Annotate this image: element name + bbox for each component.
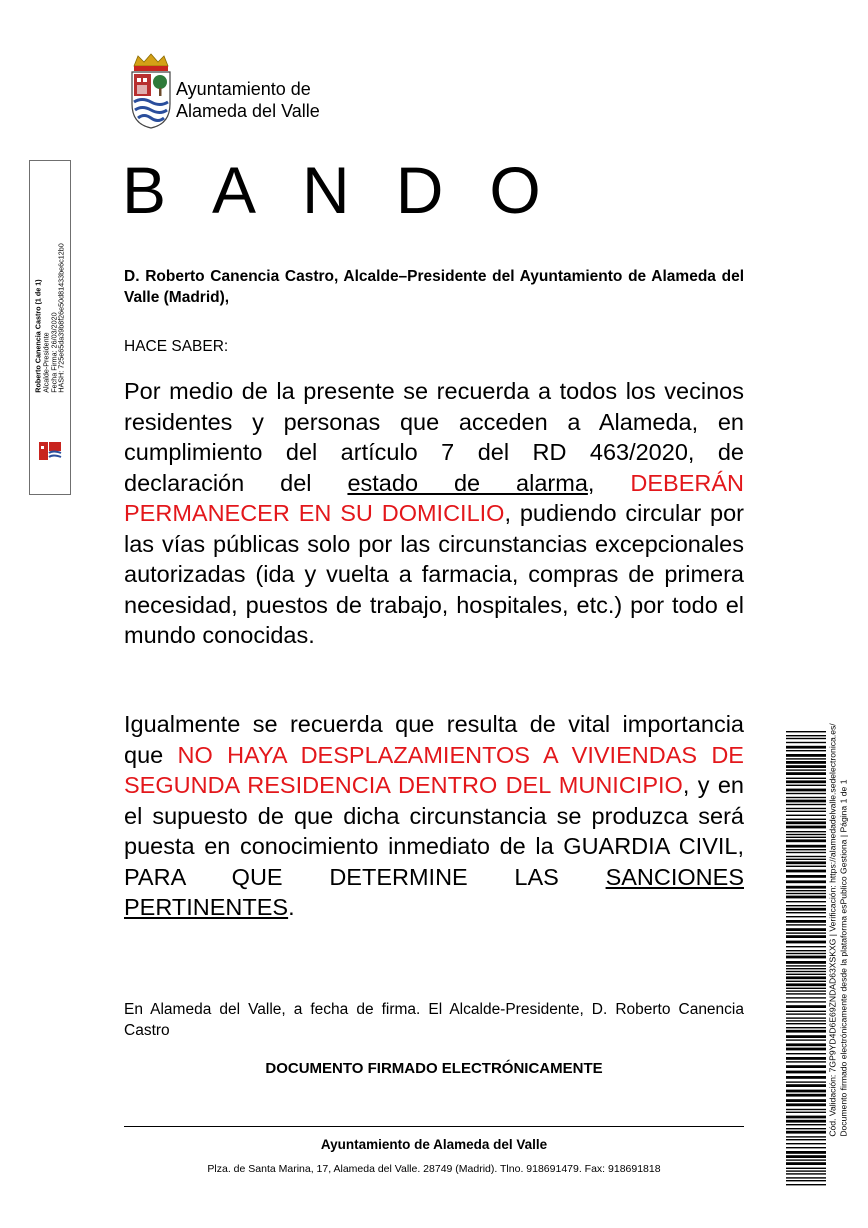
closing-statement: En Alameda del Valle, a fecha de firma. El Alcalde-Presidente, D. Roberto Canencia Castro	[124, 1001, 744, 1039]
signer-name: Roberto Canencia Castro (1 de 1)	[33, 279, 43, 393]
footer-org-name: Ayuntamiento de Alameda del Valle	[320, 1137, 548, 1152]
org-name-line1: Ayuntamiento de	[176, 79, 311, 99]
coat-of-arms-icon	[128, 52, 174, 130]
footer-address: Plza. de Santa Marina, 17, Alameda del Valle. 28749 (Madrid). Tlno. 918691479. Fax: 918691818	[207, 1163, 661, 1175]
hace-saber-label: HACE SABER:	[124, 338, 229, 355]
signer-role: Alcalde-Presidente	[41, 332, 51, 393]
paragraph-1-text-b: ,	[587, 469, 631, 496]
paragraph-2-text-c: .	[288, 894, 295, 920]
validation-platform-line: Documento firmado electrónicamente desde la plataforma esPublico Gestiona | Página 1 de 1	[838, 779, 848, 1137]
paragraph-1-text-a: Por medio de la presente se recuerda a todos los vecinos residentes y personas que acceden a Alameda, en cumplimiento del artículo 7 del RD 463/2020, de declaración del	[124, 378, 744, 496]
signature-date: Fecha Firma: 26/03/2020	[49, 312, 58, 393]
paragraph-2	[124, 709, 744, 923]
paragraph-2-text-b: , y en el supuesto de que dicha circunstancia se produzca será puesta en conocimiento inmediato de la GUARDIA CIVIL, PARA QUE DETERMINE LAS	[124, 772, 744, 890]
barcode-icon	[786, 731, 826, 1187]
paragraph-1	[124, 376, 744, 651]
paragraph-1-text-c: , pudiendo circular por las vías públicas solo por las circunstancias excepcionales autorizadas (ida y vuelta a farmacia, compras de primera necesidad, puestos de trabajo, hospitales, etc.) por todo el mundo conocidas.	[124, 500, 744, 648]
footer-divider	[124, 1126, 744, 1127]
paragraph-2-text-a: Igualmente se recuerda que resulta de vital importancia que	[124, 711, 744, 768]
signature-seal-icon	[38, 440, 62, 462]
signature-hash: HASH: 725e65da39b8f26e50d81433be6c12b0	[56, 243, 66, 393]
paragraph-2-emphasis: NO HAYA DESPLAZAMIENTOS A VIVIENDAS DE SEGUNDA RESIDENCIA DENTRO DEL MUNICIPIO	[124, 741, 744, 798]
issuer-statement: D. Roberto Canencia Castro, Alcalde–Presidente del Ayuntamiento de Alameda del Valle (Madrid),	[124, 268, 744, 306]
paragraph-1-emphasis: DEBERÁN PERMANECER EN SU DOMICILIO	[124, 469, 744, 526]
document-title: BANDO	[122, 153, 587, 227]
paragraph-2-underlined: SANCIONES PERTINENTES	[124, 863, 744, 920]
signed-note: DOCUMENTO FIRMADO ELECTRÓNICAMENTE	[265, 1060, 603, 1077]
org-name-line2: Alameda del Valle	[176, 101, 320, 121]
paragraph-1-underlined: estado de alarma	[347, 469, 588, 496]
org-name	[176, 78, 320, 122]
validation-code-line: Cód. Validación: 7GP9YD4D6E69ZNDAD63XSKXG | Verificación: https://alamedadelvalle.sedelectronica.es/	[827, 723, 838, 1137]
